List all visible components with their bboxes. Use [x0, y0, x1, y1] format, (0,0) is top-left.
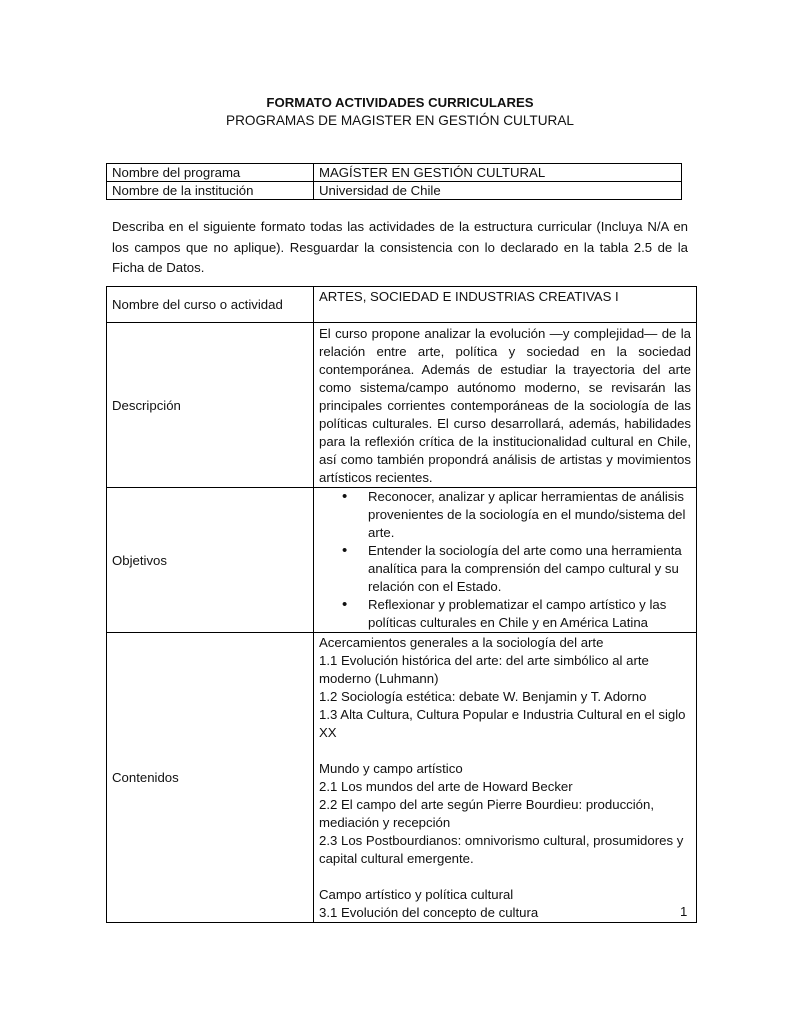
list-item: • Reflexionar y problematizar el campo artístico y las políticas culturales en Chile y en América Latina — [319, 596, 691, 632]
document-title: FORMATO ACTIVIDADES CURRICULARES — [266, 95, 534, 110]
spacer — [319, 742, 691, 760]
list-item: 3.1 Evolución del concepto de cultura — [319, 905, 539, 920]
course-name-label: Nombre del curso o actividad — [107, 287, 314, 323]
spacer — [319, 868, 691, 886]
list-item: 2.3 Los Postbourdianos: omnivorismo cultural, prosumidores y capital cultural emergente. — [319, 833, 684, 866]
table-row — [107, 323, 697, 488]
list-item: • Entender la sociología del arte como una herramienta analítica para la comprensión del campo cultural y su relación con el Estado. — [319, 542, 691, 596]
list-item: 1.1 Evolución histórica del arte: del arte simbólico al arte moderno (Luhmann) — [319, 653, 649, 686]
program-name-label: Nombre del programa — [107, 164, 314, 182]
list-item: 1.3 Alta Cultura, Cultura Popular e Industria Cultural en el siglo XX — [319, 707, 686, 740]
table-row — [107, 182, 682, 200]
institution-value: Universidad de Chile — [314, 182, 682, 200]
course-table — [106, 286, 697, 923]
course-name-value: ARTES, SOCIEDAD E INDUSTRIAS CREATIVAS I — [314, 287, 697, 323]
unit-title: Campo artístico y política cultural — [319, 887, 514, 902]
objectives-list — [319, 488, 691, 632]
page-number: 1 — [680, 904, 688, 919]
table-row — [107, 164, 682, 182]
list-item: 2.1 Los mundos del arte de Howard Becker — [319, 779, 573, 794]
objectives-value — [314, 488, 697, 633]
table-row — [107, 287, 697, 323]
unit-title: Mundo y campo artístico — [319, 761, 463, 776]
contents-value — [314, 633, 697, 923]
description-label: Descripción — [107, 323, 314, 488]
table-row — [107, 488, 697, 633]
list-item: 2.2 El campo del arte según Pierre Bourdieu: producción, mediación y recepción — [319, 797, 655, 830]
institution-label: Nombre de la institución — [107, 182, 314, 200]
description-value: El curso propone analizar la evolución —y complejidad— de la relación entre arte, política y sociedad en la sociedad contemporánea. Además de estudiar la trayectoria del arte como sistema/campo autónomo moderno, se revisarán las principales corrientes contemporáneas de la sociología de las políticas culturales. El curso desarrollará, además, habilidades para la reflexión crítica de la institucionalidad cultural en Chile, así como también propondrá análisis de artistas y movimientos artísticos recientes. — [314, 323, 697, 488]
list-item: • Reconocer, analizar y aplicar herramientas de análisis provenientes de la sociología en el mundo/sistema del arte. — [319, 488, 691, 542]
unit-title: Acercamientos generales a la sociología del arte — [319, 635, 604, 650]
program-table — [106, 163, 682, 200]
document-subtitle: PROGRAMAS DE MAGISTER EN GESTIÓN CULTURAL — [226, 113, 574, 128]
table-row — [107, 633, 697, 923]
list-item: 1.2 Sociología estética: debate W. Benjamin y T. Adorno — [319, 689, 647, 704]
program-name-value: MAGÍSTER EN GESTIÓN CULTURAL — [314, 164, 682, 182]
contents-label: Contenidos — [107, 633, 314, 923]
intro-paragraph: Describa en el siguiente formato todas las actividades de la estructura curricular (Incluya N/A en los campos que no aplique). Resguardar la consistencia con lo declarado en la tabla 2.5 de la Ficha de Datos. — [112, 219, 688, 275]
objectives-label: Objetivos — [107, 488, 314, 633]
